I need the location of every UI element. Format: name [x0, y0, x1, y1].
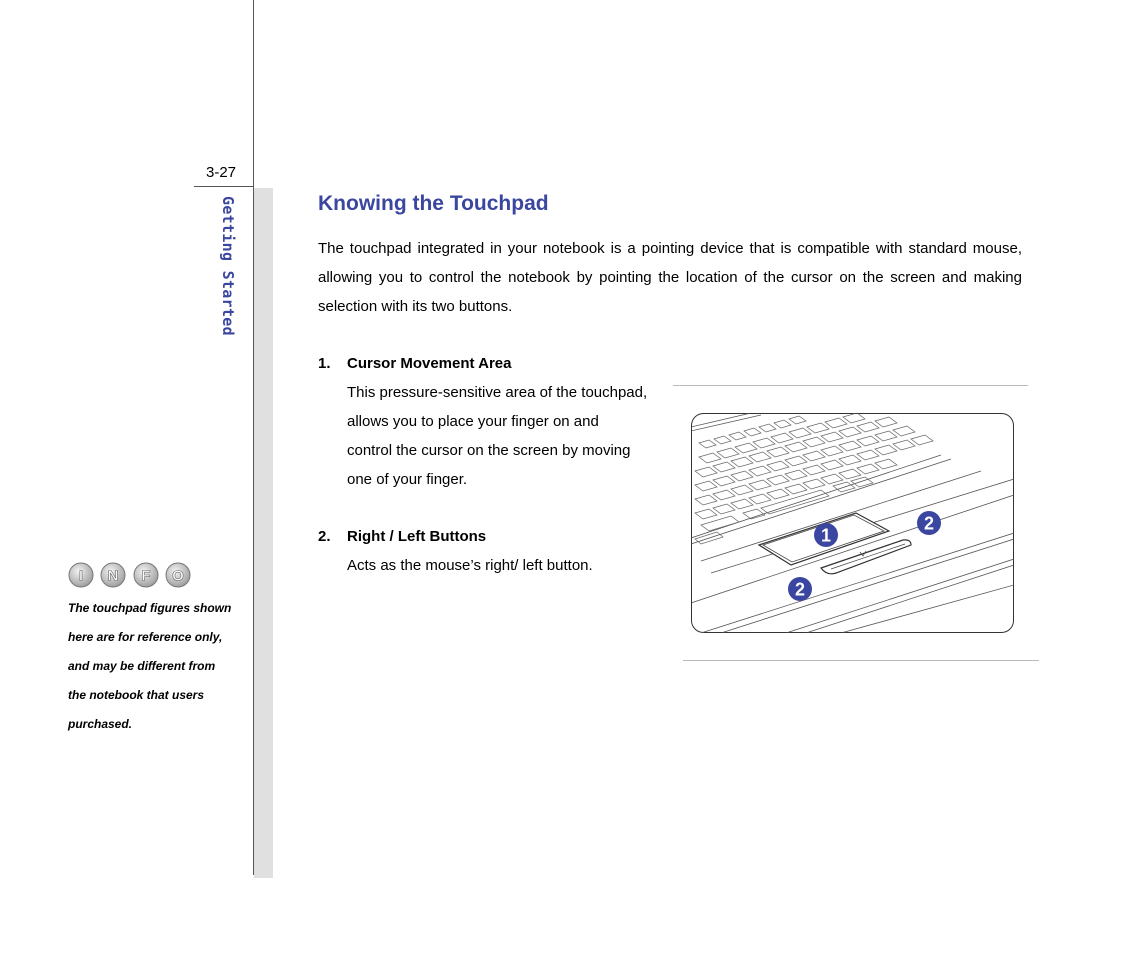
- info-logo-i: [69, 563, 93, 587]
- svg-text:2: 2: [794, 579, 806, 600]
- page-number-rule: [194, 186, 254, 187]
- touchpad-figure: [691, 413, 1014, 633]
- item-desc-line: This pressure-sensitive area of the touchpad,: [347, 384, 648, 401]
- figure-rule-bottom: [683, 660, 1039, 661]
- intro-paragraph: The touchpad integrated in your notebook is a pointing device that is compatible with standard mouse, allowing you to control the notebook by pointing the location of the cursor on the screen and making selection with its two buttons.: [318, 240, 1022, 315]
- svg-text:1: 1: [820, 525, 832, 546]
- figure-rule-top: [673, 385, 1028, 386]
- info-note-line: the notebook that users: [68, 688, 205, 702]
- callout-right-button: [917, 511, 941, 535]
- item-desc-line: allows you to place your finger on and: [347, 413, 599, 430]
- callout-left-button: [788, 577, 812, 601]
- chapter-label: Getting Started: [219, 196, 237, 336]
- info-logo-o: [166, 563, 190, 587]
- info-logo: [68, 562, 192, 588]
- info-note-line: The touchpad figures shown: [68, 601, 232, 615]
- info-logo-n: [101, 563, 125, 587]
- svg-text:N: N: [107, 567, 119, 585]
- item-desc-line: one of your finger.: [347, 471, 468, 488]
- item-desc-line: Acts as the mouse’s right/ left button.: [347, 557, 593, 574]
- svg-text:F: F: [141, 567, 151, 585]
- info-logo-f: [134, 563, 158, 587]
- item-desc-line: control the cursor on the screen by moving: [347, 442, 631, 459]
- callout-cursor-area: [814, 523, 838, 547]
- item-title-cursor-area: Cursor Movement Area: [347, 355, 512, 372]
- info-note: [68, 594, 248, 739]
- svg-text:I: I: [78, 567, 84, 585]
- item-number: 1.: [318, 355, 331, 372]
- item-desc-buttons: [347, 551, 593, 580]
- item-number: 2.: [318, 528, 331, 545]
- item-desc-cursor-area: [347, 378, 647, 494]
- info-note-line: purchased.: [68, 717, 133, 731]
- section-title: Knowing the Touchpad: [318, 192, 549, 215]
- info-note-line: and may be different from: [68, 659, 216, 673]
- svg-text:O: O: [172, 567, 184, 585]
- info-note-line: here are for reference only,: [68, 630, 223, 644]
- item-title-buttons: Right / Left Buttons: [347, 528, 487, 545]
- page-number: 3-27: [206, 164, 237, 181]
- margin-band: [254, 188, 273, 878]
- svg-text:2: 2: [923, 513, 935, 534]
